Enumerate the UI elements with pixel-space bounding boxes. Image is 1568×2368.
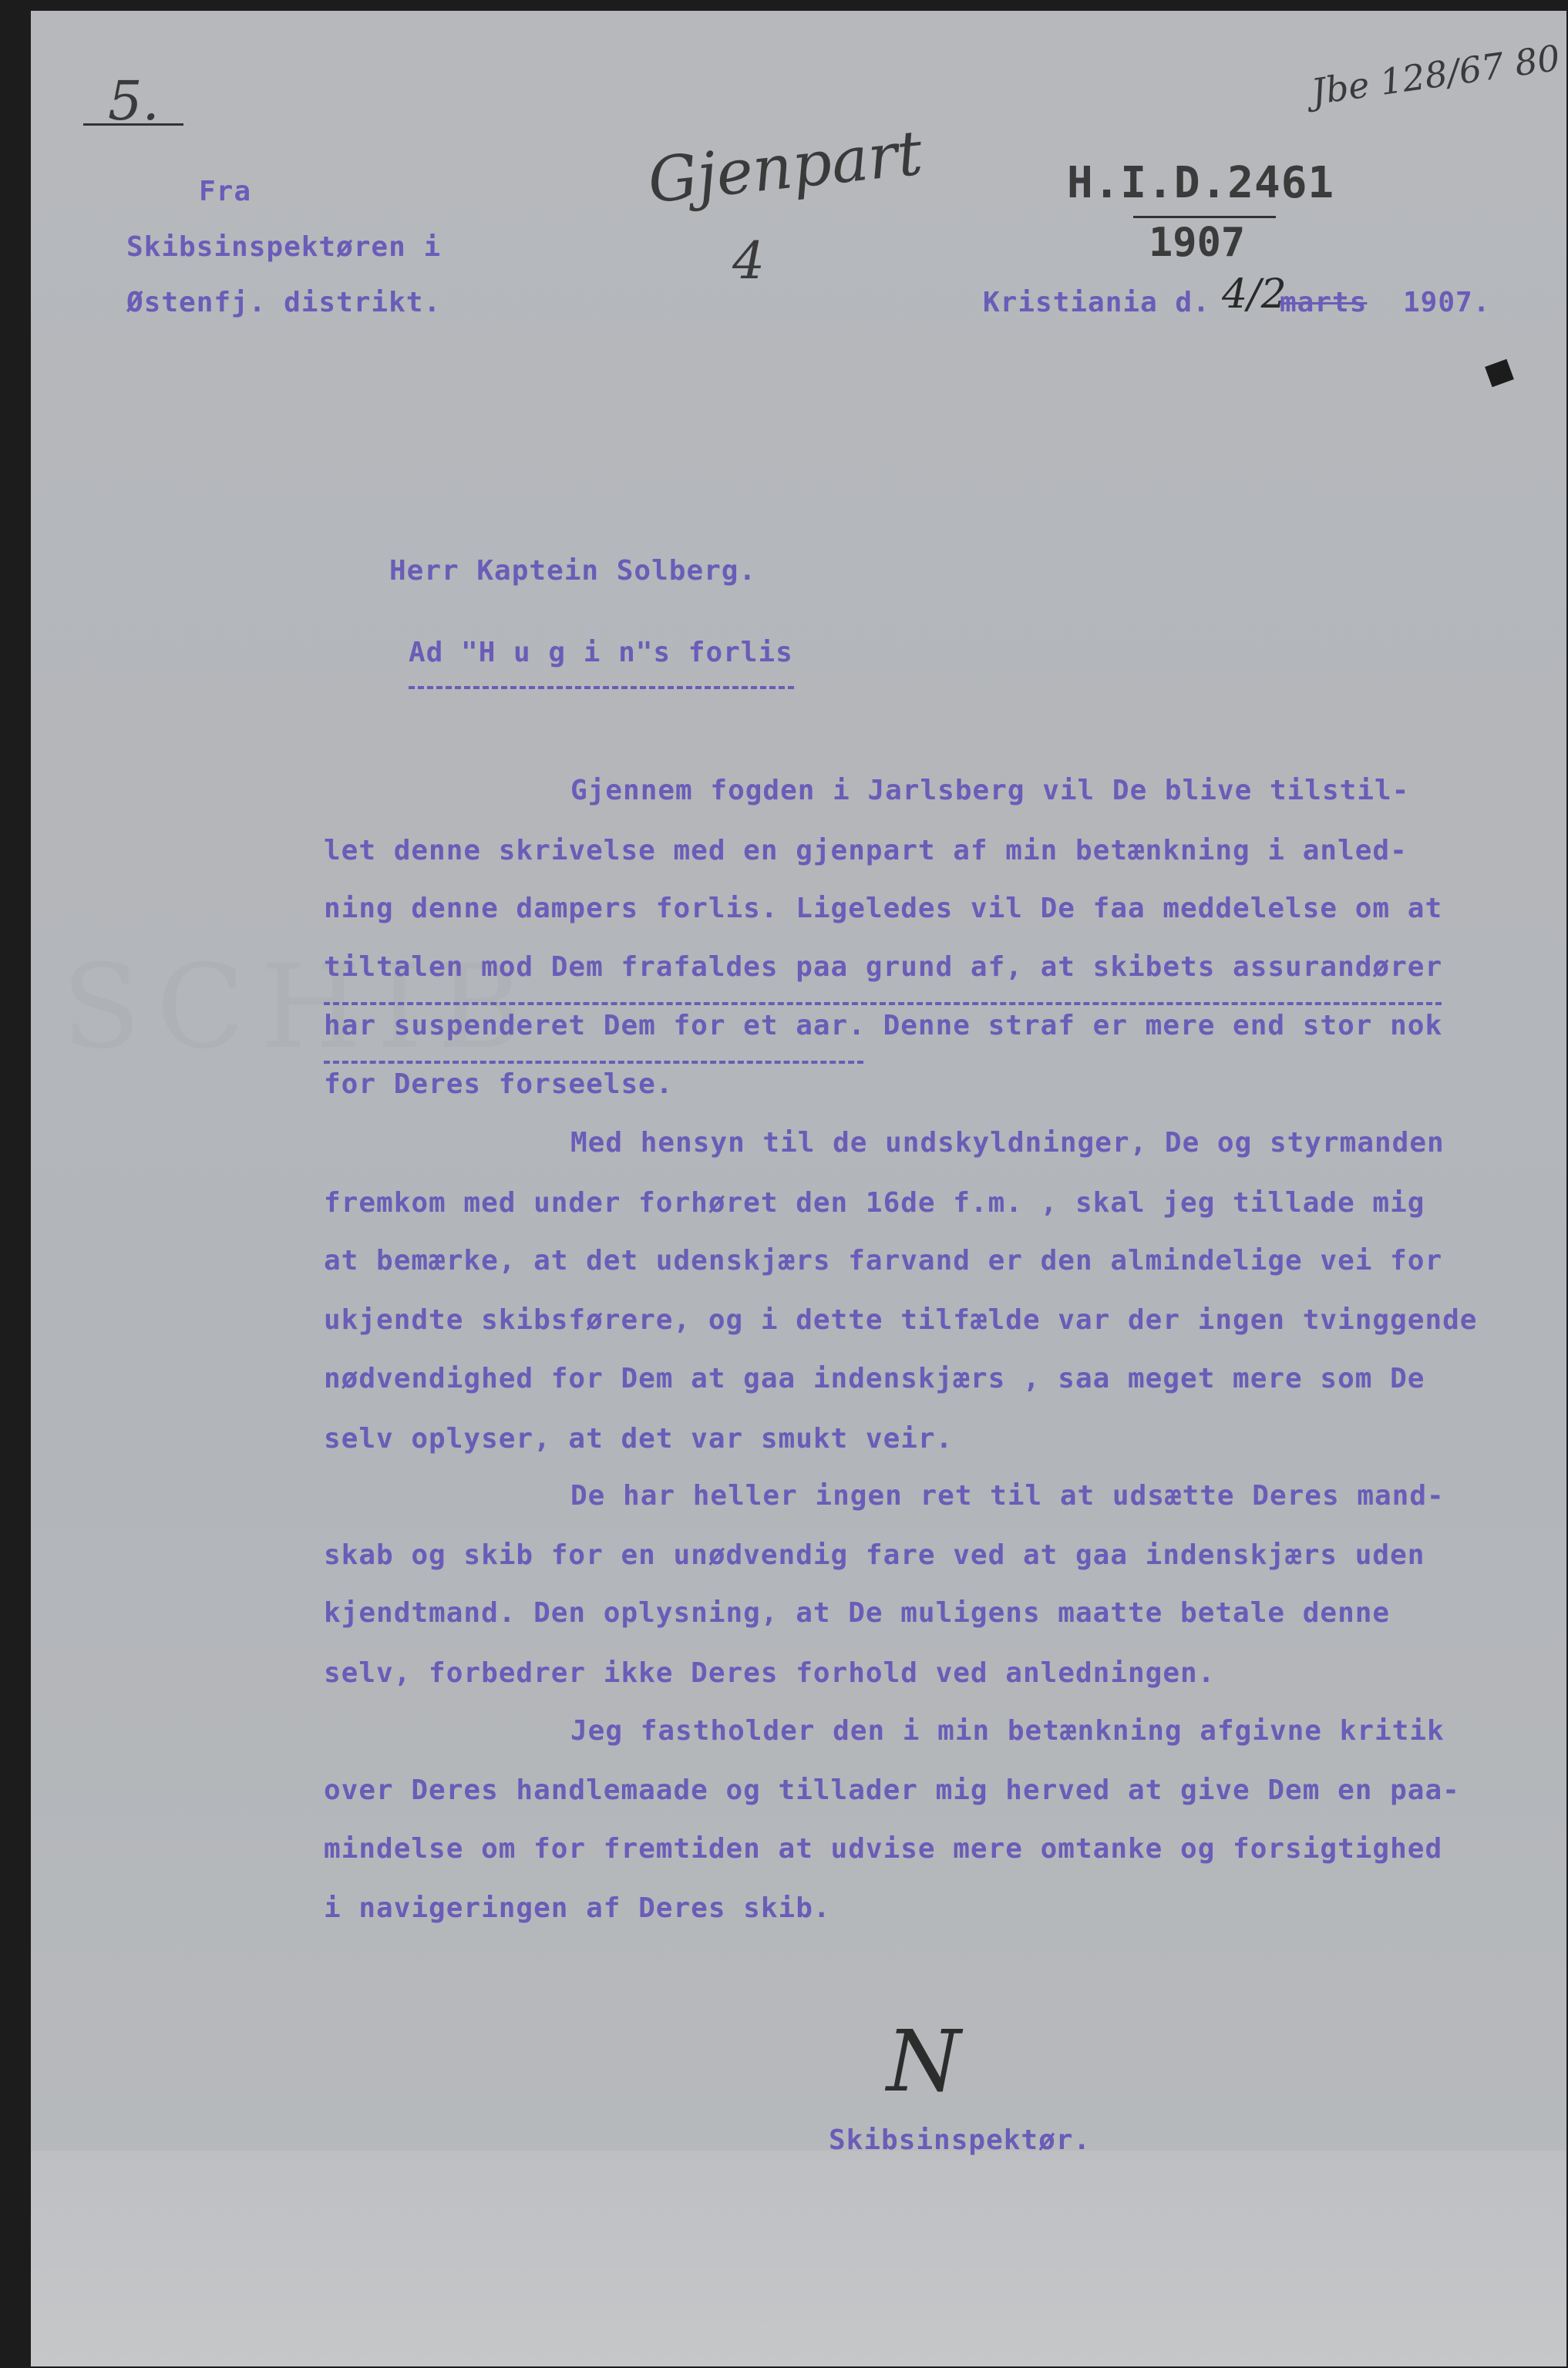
body-line: har suspenderet Dem for et aar. Denne straf er mere end stor nok bbox=[324, 1010, 1443, 1041]
stamp-rule bbox=[1133, 216, 1276, 218]
body-line: ning denne dampers forlis. Ligeledes vil De faa meddelelse om at bbox=[324, 893, 1443, 924]
body-line: selv, forbedrer ikke Deres forhold ved anledningen. bbox=[324, 1657, 1216, 1689]
sender-line-1: Skibsinspektøren i bbox=[126, 231, 442, 263]
subject-underline bbox=[409, 686, 794, 689]
body-line: Jeg fastholder den i min betænkning afgivne kritik bbox=[570, 1715, 1445, 1747]
body-line: for Deres forseelse. bbox=[324, 1068, 674, 1100]
faint-watermark: SCHIB bbox=[62, 940, 538, 1075]
body-line: i navigeringen af Deres skib. bbox=[324, 1892, 831, 1924]
body-line: mindelse om for fremtiden at udvise mere omtanke og forsigtighed bbox=[324, 1833, 1443, 1865]
body-underline-1 bbox=[324, 1002, 1442, 1005]
body-line: selv oplyser, at det var smukt veir. bbox=[324, 1423, 954, 1455]
body-underline-2 bbox=[324, 1061, 863, 1064]
body-line: at bemærke, at det udenskjærs farvand er den almindelige vei for bbox=[324, 1245, 1443, 1276]
body-line: let denne skrivelse med en gjenpart af min betænkning i anled- bbox=[324, 835, 1408, 866]
body-line: fremkom med under forhøret den 16de f.m. , skal jeg tillade mig bbox=[324, 1187, 1425, 1219]
subject: Ad "H u g i n"s forlis bbox=[409, 637, 793, 668]
paper-bottom-curl bbox=[31, 2151, 1566, 2366]
date-year: 1907. bbox=[1403, 287, 1491, 318]
body-line: over Deres handlemaade og tillader mig herved at give Dem en paa- bbox=[324, 1774, 1460, 1806]
handwritten-number: 4 bbox=[732, 231, 765, 291]
from-label: Fra bbox=[199, 176, 252, 207]
struck-month: marts bbox=[1280, 287, 1368, 318]
handwritten-date: 4/2 bbox=[1222, 271, 1287, 318]
handwritten-copy-note: Gjenpart bbox=[644, 116, 926, 217]
paper-sheet bbox=[31, 11, 1566, 2362]
body-line: tiltalen mod Dem frafaldes paa grund af, at skibets assurandører bbox=[324, 951, 1443, 983]
recipient: Herr Kaptein Solberg. bbox=[389, 555, 757, 587]
signature-title: Skibsinspektør. bbox=[829, 2124, 1092, 2156]
body-line: Med hensyn til de undskyldninger, De og styrmanden bbox=[570, 1127, 1445, 1159]
archive-stamp-year: 1907 bbox=[1149, 220, 1246, 266]
page-number-underline bbox=[83, 123, 183, 126]
body-line: kjendtmand. Den oplysning, at De muligens maatte betale denne bbox=[324, 1597, 1391, 1629]
body-line: Gjennem fogden i Jarlsberg vil De blive tilstil- bbox=[570, 775, 1410, 806]
place-date-label: Kristiania d. bbox=[983, 287, 1210, 318]
body-line: skab og skib for en unødvendig fare ved at gaa indenskjærs uden bbox=[324, 1539, 1425, 1571]
signature-initials: N bbox=[887, 2012, 961, 2111]
body-line: De har heller ingen ret til at udsætte Deres mand- bbox=[570, 1480, 1445, 1512]
body-line: ukjendte skibsførere, og i dette tilfælde var der ingen tvinggende bbox=[324, 1304, 1478, 1336]
archive-stamp-number: H.I.D.2461 bbox=[1067, 158, 1335, 208]
body-line: nødvendighed for Dem at gaa indenskjærs , saa meget mere som De bbox=[324, 1363, 1425, 1394]
corner-note: Jbe 128/67 80 bbox=[1308, 36, 1563, 113]
sender-line-2: Østenfj. distrikt. bbox=[126, 287, 442, 318]
page-number: 5. bbox=[108, 69, 160, 133]
